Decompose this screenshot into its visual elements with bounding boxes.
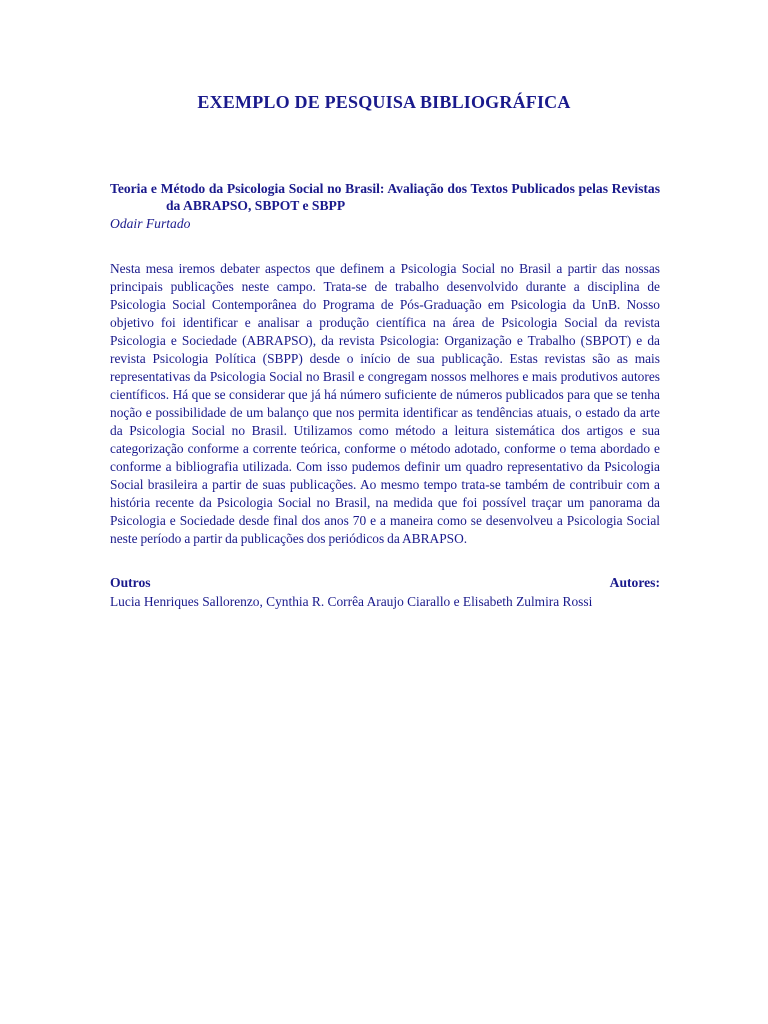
abstract-text: Nesta mesa iremos debater aspectos que definem a Psicologia Social no Brasil a partir das nossas principais publicações neste campo. Trata-se de trabalho desenvolvido durante a disciplina de Psicologia Social Contemporânea do Programa de Pós-Graduação em Psicologia da UnB. Nosso objetivo foi identificar e analisar a produção científica na área de Psicologia Social da revista Psicologia e Sociedade (ABRAPSO), da revista Psicologia: Organização e Trabalho (SBPOT) e da revista Psicologia Política (SBPP) desde o início de sua publicação. Estas revistas são as mais representativas da Psicologia Social no Brasil e congregam nossos melhores e mais produtivos autores científicos. Há que se considerar que já há número suficiente de números publicados para que se tenha noção e possibilidade de um balanço que nos permita identificar as tendências atuais, o estado da arte da Psicologia Social no Brasil. Utilizamos como método a leitura sistemática dos artigos e sua categorização conforme a corrente teórica, conforme o método adotado, conforme o tema abordado e conforme a bibliografia utilizada. Com isso pudemos definir um quadro representativo da Psicologia Social brasileira a partir de suas publicações. Ao mesmo tempo trata-se também de contribuir com a história recente da Psicologia Social no Brasil, na medida que foi possível traçar um panorama da Psicologia e Sociedade desde final dos anos 70 e a maneira como se desenvolveu a Psicologia Social neste período a partir da publicações dos periódicos da ABRAPSO.: [110, 261, 660, 546]
page-title: EXEMPLO DE PESQUISA BIBLIOGRÁFICA: [197, 92, 571, 112]
article-block: [110, 180, 660, 611]
authors-label: Autores:: [609, 575, 660, 590]
other-authors-heading: [110, 574, 660, 592]
author-name: Odair Furtado: [110, 216, 191, 231]
others-label: Outros: [110, 575, 151, 590]
other-authors-list: Lucia Henriques Sallorenzo, Cynthia R. Corrêa Araujo Ciarallo e Elisabeth Zulmira Rossi: [110, 594, 593, 609]
article-title: Teoria e Método da Psicologia Social no Brasil: Avaliação dos Textos Publicados pelas Revistas da ABRAPSO, SBPOT e SBPP: [110, 181, 660, 213]
